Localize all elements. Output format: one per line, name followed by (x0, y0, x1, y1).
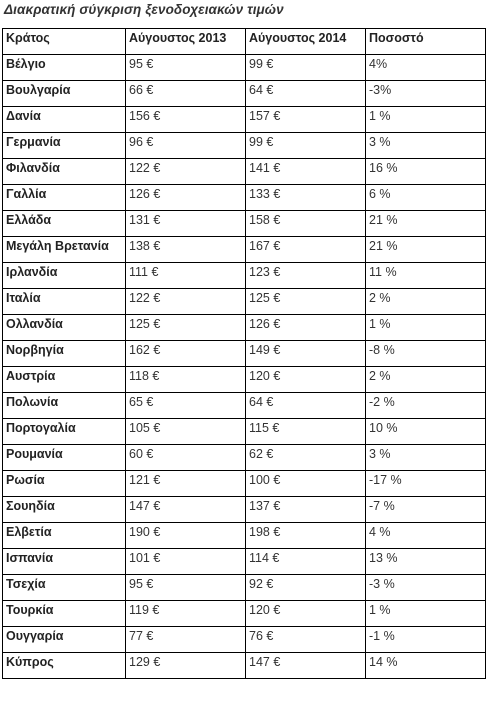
price-2014-cell: 133 € (246, 185, 366, 211)
percentage-cell: 16 % (366, 159, 486, 185)
price-2013-cell: 66 € (126, 81, 246, 107)
price-2013-cell: 121 € (126, 471, 246, 497)
country-cell: Σουηδία (3, 497, 126, 523)
table-row (3, 575, 486, 601)
country-cell: Τσεχία (3, 575, 126, 601)
price-2013-cell: 77 € (126, 627, 246, 653)
page-title: Διακρατική σύγκριση ξενοδοχειακών τιμών (4, 2, 284, 17)
price-2013-cell: 147 € (126, 497, 246, 523)
country-cell: Γερμανία (3, 133, 126, 159)
price-2014-cell: 141 € (246, 159, 366, 185)
table-row (3, 471, 486, 497)
percentage-cell: -17 % (366, 471, 486, 497)
price-2013-cell: 122 € (126, 159, 246, 185)
table-row (3, 549, 486, 575)
country-cell: Τουρκία (3, 601, 126, 627)
table-row (3, 55, 486, 81)
price-2014-cell: 64 € (246, 81, 366, 107)
percentage-cell: 3 % (366, 133, 486, 159)
country-cell: Γαλλία (3, 185, 126, 211)
country-cell: Πορτογαλία (3, 419, 126, 445)
price-2013-cell: 138 € (126, 237, 246, 263)
price-2014-cell: 64 € (246, 393, 366, 419)
column-header-august-2013: Αύγουστος 2013 (126, 29, 246, 55)
price-2013-cell: 129 € (126, 653, 246, 679)
percentage-cell: -8 % (366, 341, 486, 367)
percentage-cell: 2 % (366, 289, 486, 315)
price-2014-cell: 115 € (246, 419, 366, 445)
percentage-cell: 2 % (366, 367, 486, 393)
price-2013-cell: 162 € (126, 341, 246, 367)
percentage-cell: 1 % (366, 107, 486, 133)
price-2014-cell: 62 € (246, 445, 366, 471)
table-row (3, 133, 486, 159)
country-cell: Ισπανία (3, 549, 126, 575)
price-2013-cell: 65 € (126, 393, 246, 419)
price-2013-cell: 125 € (126, 315, 246, 341)
price-2014-cell: 99 € (246, 55, 366, 81)
price-2014-cell: 120 € (246, 367, 366, 393)
percentage-cell: 11 % (366, 263, 486, 289)
table-row (3, 601, 486, 627)
column-header-percentage: Ποσοστό (366, 29, 486, 55)
price-2014-cell: 167 € (246, 237, 366, 263)
price-2013-cell: 96 € (126, 133, 246, 159)
price-2014-cell: 123 € (246, 263, 366, 289)
country-cell: Κύπρος (3, 653, 126, 679)
country-cell: Ιρλανδία (3, 263, 126, 289)
price-2013-cell: 156 € (126, 107, 246, 133)
country-cell: Ουγγαρία (3, 627, 126, 653)
price-2014-cell: 158 € (246, 211, 366, 237)
price-2014-cell: 92 € (246, 575, 366, 601)
country-cell: Βέλγιο (3, 55, 126, 81)
price-2013-cell: 111 € (126, 263, 246, 289)
table-row (3, 627, 486, 653)
table-row (3, 653, 486, 679)
price-2013-cell: 119 € (126, 601, 246, 627)
table-header-row (3, 29, 486, 55)
percentage-cell: -7 % (366, 497, 486, 523)
country-cell: Ρωσία (3, 471, 126, 497)
country-cell: Ρουμανία (3, 445, 126, 471)
table-row (3, 393, 486, 419)
percentage-cell: 13 % (366, 549, 486, 575)
percentage-cell: 1 % (366, 601, 486, 627)
country-cell: Δανία (3, 107, 126, 133)
table-row (3, 497, 486, 523)
table-row (3, 263, 486, 289)
percentage-cell: 21 % (366, 237, 486, 263)
price-2013-cell: 122 € (126, 289, 246, 315)
price-2013-cell: 126 € (126, 185, 246, 211)
percentage-cell: 1 % (366, 315, 486, 341)
price-2013-cell: 101 € (126, 549, 246, 575)
table-row (3, 211, 486, 237)
table-row (3, 159, 486, 185)
country-cell: Αυστρία (3, 367, 126, 393)
price-2014-cell: 157 € (246, 107, 366, 133)
country-cell: Πολωνία (3, 393, 126, 419)
percentage-cell: 10 % (366, 419, 486, 445)
price-2014-cell: 149 € (246, 341, 366, 367)
price-2013-cell: 118 € (126, 367, 246, 393)
table-row (3, 445, 486, 471)
percentage-cell: 4 % (366, 523, 486, 549)
price-2014-cell: 99 € (246, 133, 366, 159)
price-2014-cell: 76 € (246, 627, 366, 653)
country-cell: Νορβηγία (3, 341, 126, 367)
table-row (3, 81, 486, 107)
country-cell: Φιλανδία (3, 159, 126, 185)
country-cell: Ελλάδα (3, 211, 126, 237)
country-cell: Ιταλία (3, 289, 126, 315)
column-header-august-2014: Αύγουστος 2014 (246, 29, 366, 55)
price-2013-cell: 131 € (126, 211, 246, 237)
table-row (3, 107, 486, 133)
table-row (3, 341, 486, 367)
country-cell: Βουλγαρία (3, 81, 126, 107)
price-2013-cell: 60 € (126, 445, 246, 471)
price-2013-cell: 190 € (126, 523, 246, 549)
percentage-cell: -2 % (366, 393, 486, 419)
table-row (3, 523, 486, 549)
table-row (3, 237, 486, 263)
percentage-cell: 4% (366, 55, 486, 81)
table-row (3, 367, 486, 393)
price-2014-cell: 125 € (246, 289, 366, 315)
price-2013-cell: 95 € (126, 575, 246, 601)
price-2014-cell: 100 € (246, 471, 366, 497)
percentage-cell: 14 % (366, 653, 486, 679)
country-cell: Μεγάλη Βρετανία (3, 237, 126, 263)
hotel-price-table (2, 28, 486, 679)
percentage-cell: 6 % (366, 185, 486, 211)
percentage-cell: 3 % (366, 445, 486, 471)
percentage-cell: 21 % (366, 211, 486, 237)
table-row (3, 289, 486, 315)
country-cell: Ολλανδία (3, 315, 126, 341)
percentage-cell: -3 % (366, 575, 486, 601)
price-2014-cell: 137 € (246, 497, 366, 523)
country-cell: Ελβετία (3, 523, 126, 549)
percentage-cell: -1 % (366, 627, 486, 653)
column-header-country: Κράτος (3, 29, 126, 55)
price-2014-cell: 147 € (246, 653, 366, 679)
price-2014-cell: 198 € (246, 523, 366, 549)
price-2014-cell: 126 € (246, 315, 366, 341)
price-2014-cell: 114 € (246, 549, 366, 575)
table-body (3, 55, 486, 679)
price-2013-cell: 105 € (126, 419, 246, 445)
table-row (3, 315, 486, 341)
table-row (3, 419, 486, 445)
price-2013-cell: 95 € (126, 55, 246, 81)
table-row (3, 185, 486, 211)
percentage-cell: -3% (366, 81, 486, 107)
price-2014-cell: 120 € (246, 601, 366, 627)
